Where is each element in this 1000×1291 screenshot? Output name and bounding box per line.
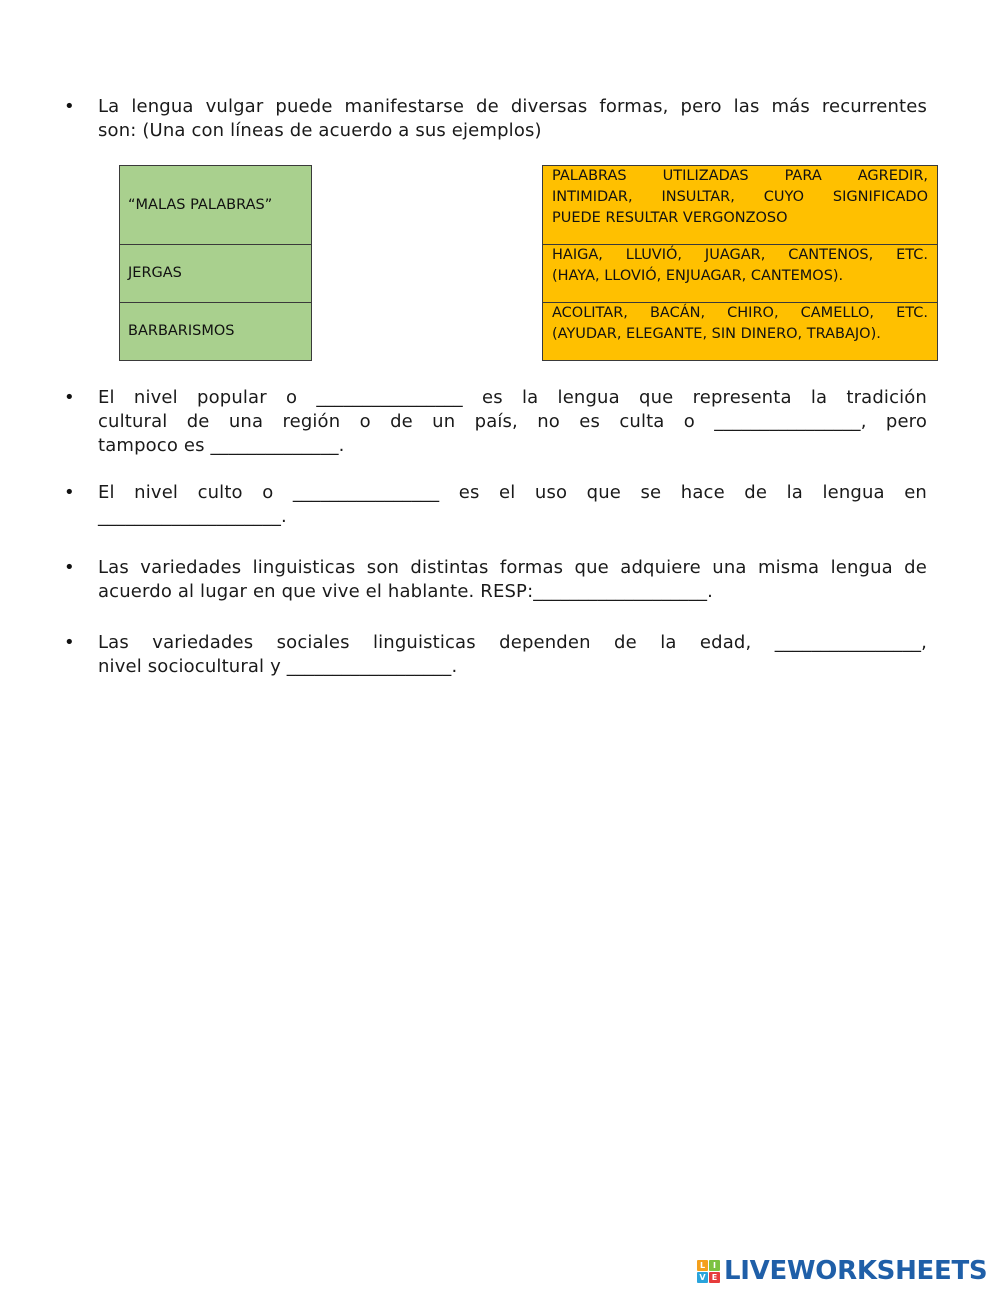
terms-table	[119, 165, 312, 361]
logo-mark-e: E	[709, 1272, 720, 1283]
term-cell-1[interactable]: “MALAS PALABRAS”	[120, 166, 312, 245]
item-3-text	[98, 481, 927, 529]
item-3-line-2[interactable]: ____________________.	[98, 506, 287, 527]
item-1-line-2: son: (Una con líneas de acuerdo a sus ejemplos)	[98, 120, 542, 141]
item-2-text	[98, 386, 927, 458]
item-2-line-2[interactable]: cultural de una región o de un país, no es culta o ________________, pero	[98, 411, 927, 432]
example-cell-3[interactable]	[543, 303, 938, 361]
term-cell-3[interactable]: BARBARISMOS	[120, 303, 312, 361]
item-3-line-1[interactable]: El nivel culto o ________________ es el uso que se hace de la lengua en	[98, 482, 927, 503]
item-5-line-1[interactable]: Las variedades sociales linguisticas dependen de la edad, ________________,	[98, 632, 927, 653]
example-3-line-1: ACOLITAR, BACÁN, CHIRO, CAMELLO, ETC.	[552, 305, 928, 321]
item-4-text	[98, 556, 927, 604]
bullet-3: •	[64, 482, 75, 503]
liveworksheets-logo	[697, 1255, 987, 1287]
item-2-line-1[interactable]: El nivel popular o ________________ es la lengua que representa la tradición	[98, 387, 927, 408]
item-1-text	[98, 95, 927, 143]
examples-table	[542, 165, 938, 361]
logo-mark-icon	[697, 1260, 720, 1283]
example-cell-2[interactable]	[543, 245, 938, 303]
item-2-line-3[interactable]: tampoco es ______________.	[98, 435, 345, 456]
example-2-line-1: HAIGA, LLUVIÓ, JUAGAR, CANTENOS, ETC.	[552, 247, 928, 263]
bullet-4: •	[64, 557, 75, 578]
bullet-2: •	[64, 387, 75, 408]
bullet-5: •	[64, 632, 75, 653]
example-1-line-1: PALABRAS UTILIZADAS PARA AGREDIR,	[552, 168, 928, 184]
example-cell-1[interactable]	[543, 166, 938, 245]
logo-mark-v: V	[697, 1272, 708, 1283]
item-5-text	[98, 631, 927, 679]
logo-mark-i: I	[709, 1260, 720, 1271]
item-4-line-2[interactable]: acuerdo al lugar en que vive el hablante. RESP:___________________.	[98, 581, 714, 602]
logo-mark-l: L	[697, 1260, 708, 1271]
bullet-1: •	[64, 96, 75, 117]
example-1-line-2: INTIMIDAR, INSULTAR, CUYO SIGNIFICADO	[552, 189, 928, 205]
item-4-line-1: Las variedades linguisticas son distintas formas que adquiere una misma lengua de	[98, 557, 927, 578]
logo-text: LIVEWORKSHEETS	[724, 1256, 988, 1286]
item-5-line-2[interactable]: nivel sociocultural y __________________.	[98, 656, 458, 677]
example-3-line-2: (AYUDAR, ELEGANTE, SIN DINERO, TRABAJO).	[552, 326, 881, 342]
item-1-line-1: La lengua vulgar puede manifestarse de diversas formas, pero las más recurrentes	[98, 96, 927, 117]
example-2-line-2: (HAYA, LLOVIÓ, ENJUAGAR, CANTEMOS).	[552, 268, 844, 284]
term-cell-2[interactable]: JERGAS	[120, 245, 312, 303]
example-1-line-3: PUEDE RESULTAR VERGONZOSO	[552, 210, 788, 226]
